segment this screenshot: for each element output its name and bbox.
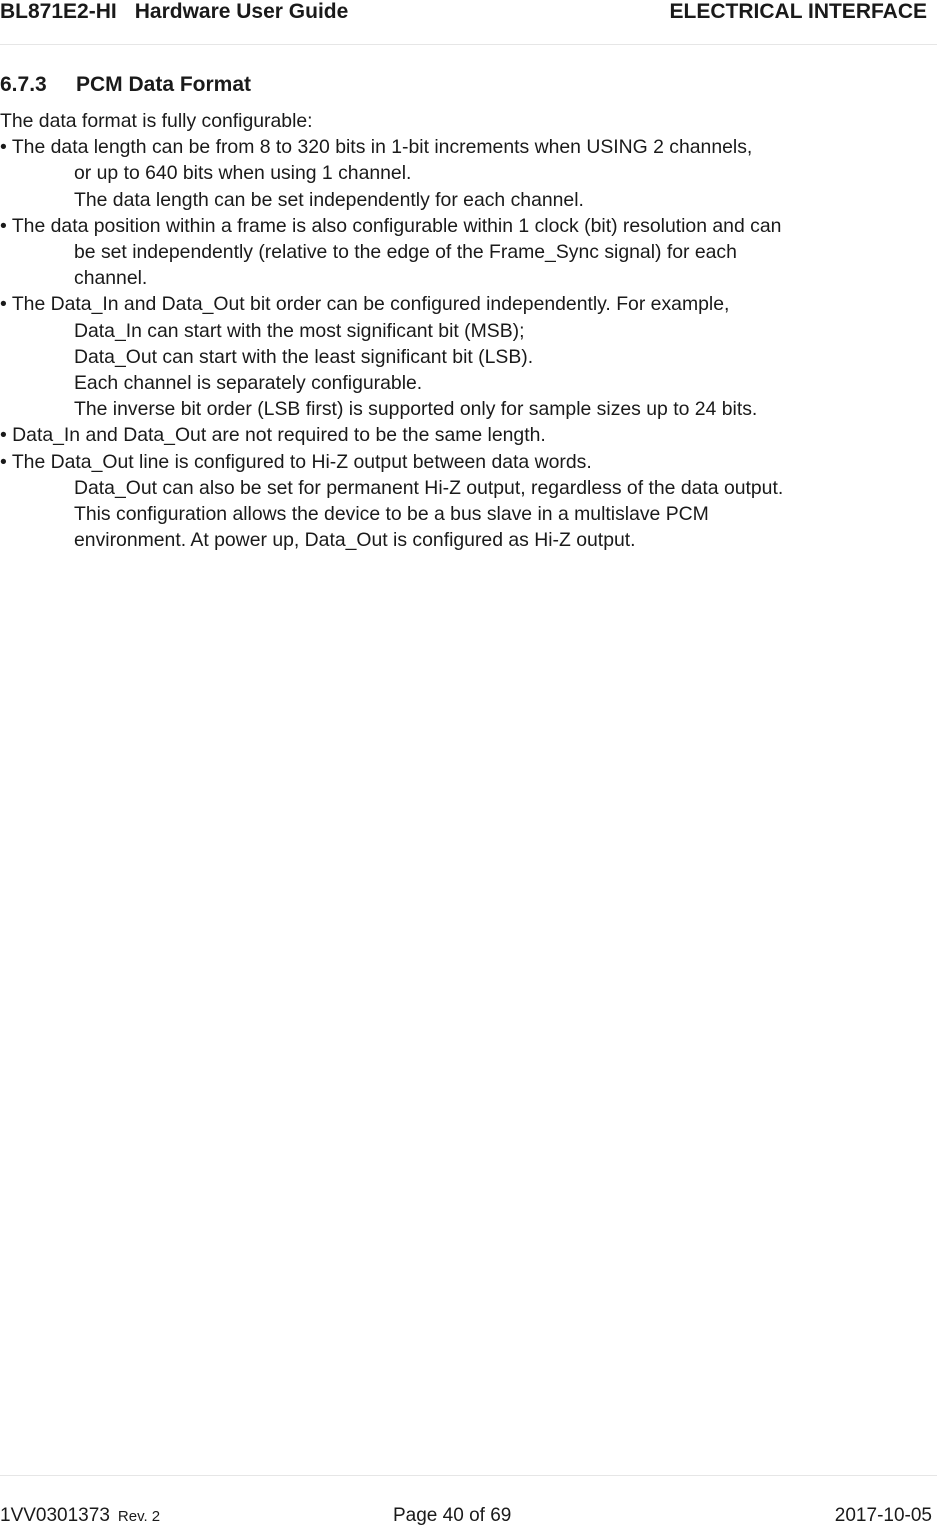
- footer-doc-id: 1VV0301373: [0, 1505, 110, 1526]
- header-title-group: [0, 0, 348, 24]
- section-heading: [0, 72, 251, 98]
- bullet-hi-z-line: This configuration allows the device to be a bus slave in a multislave PCM: [74, 503, 709, 526]
- bullet-same-length: • Data_In and Data_Out are not required to be the same length.: [0, 424, 546, 447]
- bullet-bit-order-line: Each channel is separately configurable.: [74, 372, 423, 395]
- bullet-data-length-line: or up to 640 bits when using 1 channel.: [74, 162, 412, 185]
- bullet-hi-z-line: Data_Out can also be set for permanent Hi-Z output, regardless of the data output.: [74, 476, 784, 499]
- header-guide: Hardware User Guide: [134, 0, 349, 23]
- bullet-hi-z: • The Data_Out line is configured to Hi-Z output between data words.: [0, 450, 592, 473]
- footer-doc-info: [0, 1505, 160, 1528]
- page-footer: [0, 1475, 937, 1527]
- bullet-data-position: • The data position within a frame is also configurable within 1 clock (bit) resolution and can: [0, 214, 782, 237]
- bullet-data-length: • The data length can be from 8 to 320 bits in 1-bit increments when USING 2 channels,: [0, 136, 753, 159]
- intro-paragraph: The data format is fully configurable:: [0, 110, 313, 132]
- footer-revision: Rev. 2: [117, 1508, 161, 1525]
- header-chapter: ELECTRICAL INTERFACE: [669, 0, 927, 23]
- section-number: 6.7.3: [0, 73, 47, 96]
- footer-date: 2017-10-05: [834, 1505, 932, 1526]
- bullet-data-position-line: be set independently (relative to the edge of the Frame_Sync signal) for each: [74, 241, 737, 264]
- bullet-bit-order-line: The inverse bit order (LSB first) is supported only for sample sizes up to 24 bits.: [74, 398, 758, 421]
- bullet-bit-order-line: Data_In can start with the most significant bit (MSB);: [74, 319, 525, 342]
- bullet-hi-z-line: environment. At power up, Data_Out is configured as Hi-Z output.: [74, 529, 636, 552]
- bullet-data-length-line: The data length can be set independently for each channel.: [74, 188, 584, 211]
- bullet-bit-order: • The Data_In and Data_Out bit order can be configured independently. For example,: [0, 293, 730, 316]
- bullet-bit-order-line: Data_Out can start with the least significant bit (LSB).: [74, 345, 534, 368]
- body-text: [0, 108, 930, 553]
- section-title: PCM Data Format: [76, 73, 252, 96]
- bullet-data-position-line: channel.: [74, 267, 148, 290]
- header-product: BL871E2-HI: [0, 0, 117, 23]
- page-header: [0, 0, 937, 45]
- footer-page-number: Page 40 of 69: [393, 1505, 512, 1526]
